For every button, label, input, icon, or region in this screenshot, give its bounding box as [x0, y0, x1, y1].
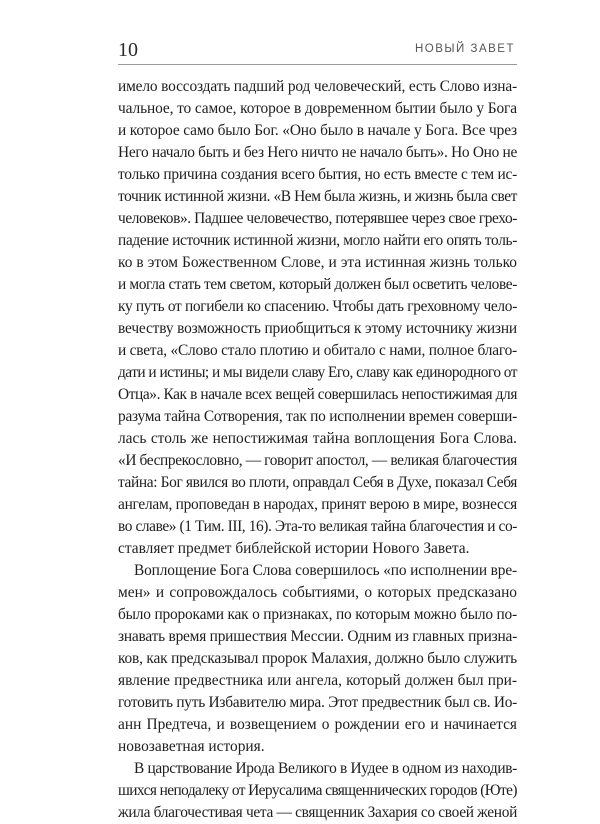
text-line: В царствование Ирода Великого в Иудее в одном из находив- — [134, 760, 517, 777]
running-title: НОВЫЙ ЗАВЕТ — [414, 43, 515, 55]
paragraph-1 — [118, 76, 517, 560]
body-text — [118, 76, 517, 824]
text-line: лась столь же непостижимая тайна воплощения Бога Слова. — [118, 430, 517, 447]
text-line: тайна: Бог явился во плоти, оправдал Себя в Духе, показал Себя — [118, 474, 518, 491]
text-line: анн Предтеча, и возвещением о рождении его и начинается — [118, 716, 517, 733]
text-line: Отца». Как в начале всех вещей совершилась непостижимая для — [118, 386, 518, 403]
text-line: Воплощение Бога Слова совершилось «по исполнении вре- — [134, 562, 518, 579]
text-line: знавать время пришествия Мессии. Одним из главных призна- — [118, 628, 518, 645]
text-line: ко в этом Божественном Слове, и эта истинная жизнь только — [118, 254, 517, 271]
text-line: дати и истины; и мы видели славу Его, славу как единородного от — [118, 364, 517, 381]
text-line: и света, «Слово стало плотию и обитало с нами, полное благо- — [118, 342, 517, 359]
text-line: ставляет предмет библейской истории Нового Завета. — [118, 540, 470, 557]
text-line: было пророками как о признаках, по которым можно было по- — [118, 606, 517, 623]
text-line: разума тайна Сотворения, так по исполнении времен соверши- — [118, 408, 517, 425]
paragraph-3 — [118, 758, 517, 824]
text-line: ков, как предсказывал пророк Малахия, должно было служить — [118, 650, 518, 667]
text-line: падение источник истинной жизни, могло найти его опять толь- — [118, 232, 517, 249]
text-line: «И беспрекословно, — говорит апостол, — великая благочестия — [118, 452, 517, 469]
text-line: и которое само было Бог. «Оно было в начале у Бога. Все чрез — [118, 122, 517, 139]
text-line: мен» и сопровождалось событиями, о которых предсказано — [118, 584, 517, 601]
paragraph-2 — [118, 560, 517, 758]
text-line: Него начало быть и без Него ничто не начало быть». Но Оно не — [118, 144, 518, 161]
text-line: ангелам, проповедан в народах, принят верою в мире, вознесся — [118, 496, 518, 513]
text-line: шихся неподалеку от Иерусалима священнических городов (Юте) — [118, 782, 517, 799]
text-line: во славе» (1 Тим. III, 16). Эта-то великая тайна благочестия и со- — [118, 518, 517, 535]
text-line: явление предвестника или ангела, который должен был при- — [118, 672, 517, 689]
text-line: и могла стать тем светом, который должен был осветить челове- — [118, 276, 518, 293]
text-line: человеков». Падшее человечество, потерявшее через свое грехо- — [118, 210, 517, 227]
text-line: только причина создания всего бытия, но есть вместе с тем ис- — [118, 166, 518, 183]
page-header — [118, 38, 517, 62]
page-number: 10 — [118, 39, 138, 61]
text-line: жила благочестивая чета — священник Захария со своей женой — [118, 804, 518, 821]
text-line: ку путь от погибели ко спасению. Чтобы дать греховному чело- — [118, 298, 518, 315]
text-line: новозаветная история. — [118, 738, 265, 755]
text-line: готовить путь Избавителю мира. Этот предвестник был св. Ио- — [118, 694, 518, 711]
header-divider — [118, 64, 517, 65]
text-line: вечеству возможность приобщиться к этому источнику жизни — [118, 320, 518, 337]
text-line: имело воссоздать падший род человеческий, есть Слово изна- — [118, 78, 518, 95]
text-line: точник истинной жизни. «В Нем была жизнь, и жизнь была свет — [118, 188, 517, 205]
text-line: чальное, то самое, которое в довременном бытии было у Бога — [118, 100, 517, 117]
